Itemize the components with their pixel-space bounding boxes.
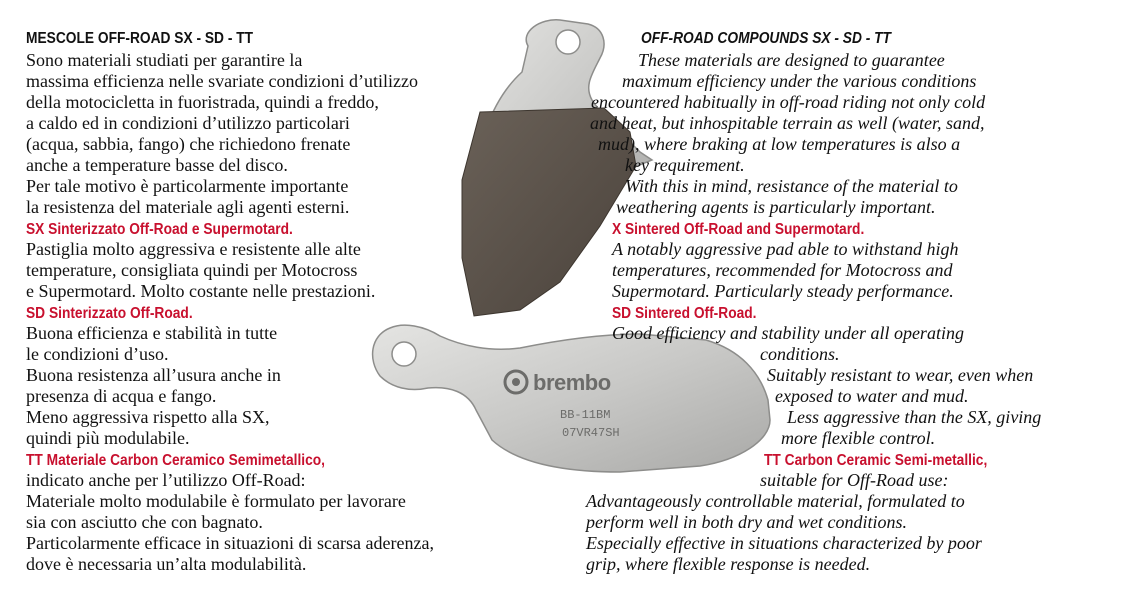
italian-intro-line: della motocicletta in fuoristrada, quindi a freddo, [26, 92, 379, 112]
italian-sd-line: Meno aggressiva rispetto alla SX, [26, 407, 270, 427]
english-tt-line: Advantageously controllable material, formulated to [586, 491, 965, 511]
italian-sd-line: le condizioni d’uso. [26, 344, 169, 364]
english-intro-line: maximum efficiency under the various conditions [622, 71, 977, 91]
english-intro-line: encountered habitually in off-road riding not only cold [591, 92, 986, 112]
italian-intro-line: anche a temperature basse del disco. [26, 155, 288, 175]
english-tt-line: grip, where flexible response is needed. [586, 554, 871, 574]
italian-sd-line: quindi più modulabile. [26, 428, 190, 448]
italian-tt-line: Materiale molto modulabile è formulato per lavorare [26, 491, 406, 511]
italian-tt-line: Particolarmente efficace in situazioni di scarsa aderenza, [26, 533, 434, 553]
svg-text:brembo: brembo [533, 370, 611, 395]
english-intro-line: and heat, but inhospitable terrain as well (water, sand, [590, 113, 985, 133]
front-brake-pad [373, 325, 770, 472]
english-tt-heading: TT Carbon Ceramic Semi-metallic, [764, 452, 988, 469]
english-intro-line: key requirement. [625, 155, 745, 175]
english-intro-line: mud), where braking at low temperatures is also a [598, 134, 961, 154]
english-sd-line: exposed to water and mud. [775, 386, 969, 406]
italian-intro-line: massima efficienza nelle svariate condizioni d’utilizzo [26, 71, 419, 91]
italian-intro-line: la resistenza del materiale agli agenti esterni. [26, 197, 350, 217]
english-sd-line: Suitably resistant to wear, even when [767, 365, 1034, 385]
english-tt-line: Especially effective in situations characterized by poor [586, 533, 982, 553]
italian-sd-line: Buona resistenza all’usura anche in [26, 365, 281, 385]
plate-code-1: BB-11BM [560, 408, 611, 422]
italian-tt-heading: TT Materiale Carbon Ceramico Semimetallico, [26, 452, 325, 469]
italian-tt-line: sia con asciutto che con bagnato. [26, 512, 263, 532]
italian-intro-line: a caldo ed in condizioni d’utilizzo particolari [26, 113, 350, 133]
italian-intro-line: Sono materiali studiati per garantire la [26, 50, 303, 70]
italian-sx-heading: SX Sinterizzato Off-Road e Supermotard. [26, 221, 293, 238]
italian-intro-line: Per tale motivo è particolarmente importante [26, 176, 349, 196]
italian-sd-line: Buona efficienza e stabilità in tutte [26, 323, 278, 343]
italian-sx-line: Pastiglia molto aggressiva e resistente alle alte [26, 239, 361, 259]
italian-sx-line: e Supermotard. Molto costante nelle prestazioni. [26, 281, 376, 301]
english-intro-line: With this in mind, resistance of the material to [625, 176, 958, 196]
italian-sd-line: presenza di acqua e fango. [26, 386, 217, 406]
italian-intro-line: (acqua, sabbia, fango) che richiedono frenate [26, 134, 351, 154]
english-title: OFF-ROAD COMPOUNDS SX - SD - TT [641, 30, 891, 47]
english-sx-line: temperatures, recommended for Motocross and [612, 260, 953, 280]
english-intro-line: These materials are designed to guarantee [638, 50, 945, 70]
english-sd-line: Less aggressive than the SX, giving [787, 407, 1042, 427]
english-sd-line: Good efficiency and stability under all operating [612, 323, 964, 343]
italian-sd-heading: SD Sinterizzato Off-Road. [26, 305, 193, 322]
italian-sx-line: temperature, consigliata quindi per Motocross [26, 260, 358, 280]
english-tt-line: perform well in both dry and wet conditions. [586, 512, 907, 532]
english-sx-heading: X Sintered Off-Road and Supermotard. [612, 221, 865, 238]
italian-title: MESCOLE OFF-ROAD SX - SD - TT [26, 30, 254, 47]
english-sx-line: A notably aggressive pad able to withstand high [612, 239, 959, 259]
italian-tt-line: indicato anche per l’utilizzo Off-Road: [26, 470, 306, 490]
english-sd-line: more flexible control. [781, 428, 936, 448]
english-tt-line: suitable for Off-Road use: [760, 470, 949, 490]
english-intro-line: weathering agents is particularly important. [616, 197, 936, 217]
plate-code-2: 07VR47SH [562, 426, 620, 440]
english-sd-heading: SD Sintered Off-Road. [612, 305, 757, 322]
italian-tt-line: dove è necessaria un’alta modulabilità. [26, 554, 307, 574]
english-sd-line: conditions. [760, 344, 840, 364]
english-sx-line: Supermotard. Particularly steady performance. [612, 281, 954, 301]
